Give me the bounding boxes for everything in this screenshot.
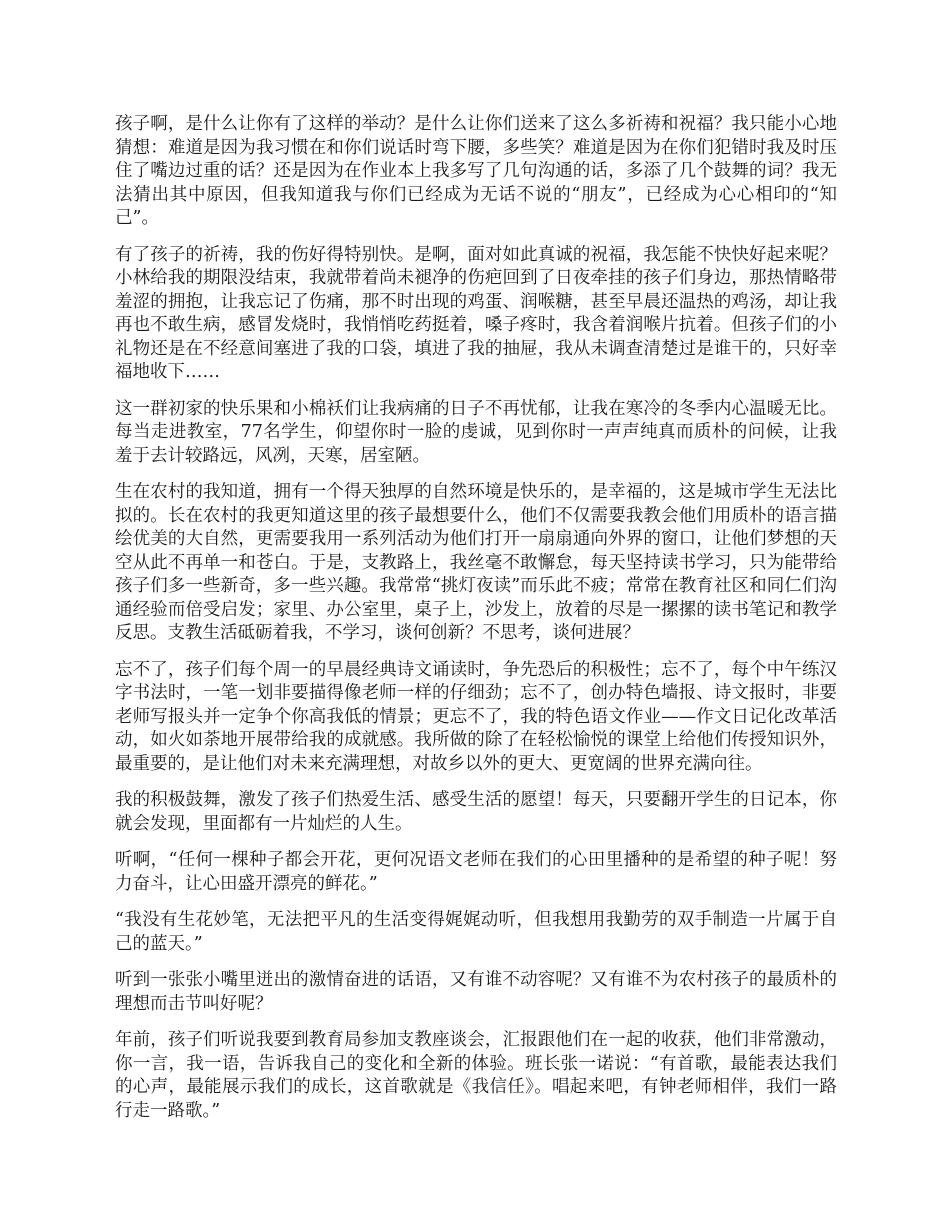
paragraph: 年前，孩子们听说我要到教育局参加支教座谈会，汇报跟他们在一起的收获，他们非常激动，你一言，我一语，告诉我自己的变化和全新的体验。班长张一诺说：“有首歌，最能表达我们的心声，最能展示我们的成长，这首歌就是《我信任》。唱起来吧，有钟老师相伴，我们一路行走一路歌。” bbox=[115, 1030, 837, 1121]
paragraph: 孩子啊，是什么让你有了这样的举动？是什么让你们送来了这么多祈祷和祝福？我只能小心地猜想：难道是因为我习惯在和你们说话时弯下腰，多些笑？难道是因为在你们犯错时我及时压住了嘴边过重的话？还是因为在作业本上我多写了几句沟通的话，多添了几个鼓舞的词？我无法猜出其中原因，但我知道我与你们已经成为无话不说的“朋友”，已经成为心心相印的“知己”。 bbox=[115, 114, 837, 228]
document-body bbox=[115, 113, 837, 1136]
paragraph: 忘不了，孩子们每个周一的早晨经典诗文诵读时，争先恐后的积极性；忘不了，每个中午练汉字书法时，一笔一划非要描得像老师一样的仔细劲；忘不了，创办特色墙报、诗文报时，非要老师写报头并一定争个你高我低的情景；更忘不了，我的特色语文作业——作文日记化改革活动，如火如荼地开展带给我的成就感。我所做的除了在轻松愉悦的课堂上给他们传授知识外，最重要的，是让他们对未来充满理想，对故乡以外的更大、更宽阔的世界充满向往。 bbox=[115, 659, 837, 774]
paragraph: 生在农村的我知道，拥有一个得天独厚的自然环境是快乐的，是幸福的，这是城市学生无法比拟的。长在农村的我更知道这里的孩子最想要什么，他们不仅需要我教会他们用质朴的语言描绘优美的大自然，更需要我用一系列活动为他们打开一扇扇通向外界的窗口，让他们梦想的天空从此不再单一和苍白。于是，支教路上，我丝毫不敢懈怠，每天坚持读书学习，只为能带给孩子们多一些新奇，多一些兴趣。我常常“挑灯夜读”而乐此不疲；常常在教育社区和同仁们沟通经验而倍受启发；家里、办公室里，桌子上，沙发上，放着的尽是一摞摞的读书笔记和教学反思。支教生活砥砺着我，不学习，谈何创新？不思考，谈何进展？ bbox=[115, 482, 837, 643]
paragraph: 我的积极鼓舞，激发了孩子们热爱生活、感受生活的愿望！每天，只要翻开学生的日记本，你就会发现，里面都有一片灿烂的人生。 bbox=[115, 790, 837, 834]
paragraph: 听到一张张小嘴里迸出的激情奋进的话语，又有谁不动容呢？又有谁不为农村孩子的最质朴的理想而击节叫好呢？ bbox=[115, 970, 837, 1014]
paragraph: 有了孩子的祈祷，我的伤好得特别快。是啊，面对如此真诚的祝福，我怎能不快快好起来呢？小林给我的期限没结束，我就带着尚未褪净的伤疤回到了日夜牵挂的孩子们身边，那热情略带羞涩的拥抱，让我忘记了伤痛，那不时出现的鸡蛋、润喉糖，甚至早晨还温热的鸡汤，却让我再也不敢生病，感冒发烧时，我悄悄吃药挺着，嗓子疼时，我含着润喉片抗着。但孩子们的小礼物还是在不经意间塞进了我的口袋，填进了我的抽屉，我从未调查清楚过是谁干的，只好幸福地收下…… bbox=[115, 244, 837, 382]
paragraph: 这一群初家的快乐果和小棉袄们让我病痛的日子不再忧郁，让我在寒冷的冬季内心温暖无比。每当走进教室，77名学生，仰望你时一脸的虔诚，见到你时一声声纯真而质朴的问候，让我羞于去计较路远，风冽，天寒，居室陋。 bbox=[115, 398, 837, 466]
paragraph: “我没有生花妙笔，无法把平凡的生活变得娓娓动听，但我想用我勤劳的双手制造一片属于自己的蓝天。” bbox=[115, 910, 837, 954]
paragraph: 听啊，“任何一棵种子都会开花，更何况语文老师在我们的心田里播种的是希望的种子呢！努力奋斗，让心田盛开漂亮的鲜花。” bbox=[115, 850, 837, 894]
